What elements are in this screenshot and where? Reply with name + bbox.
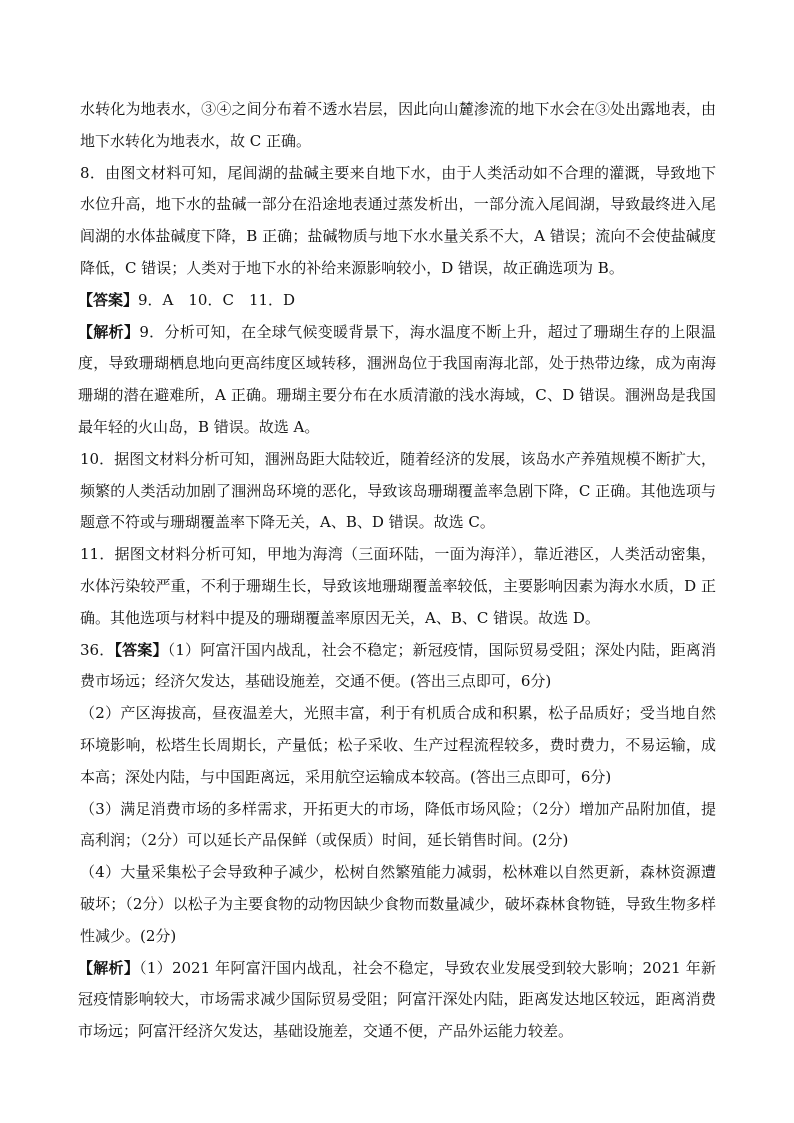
analysis-text: 9．分析可知，在全球气候变暖背景下，海水温度不断上升，超过了珊瑚生存的上限温度，导致珊瑚栖息地向更高纬度区域转移，涠洲岛位于我国南海北部，处于热带边缘，成为南海珊瑚的潜在避难所，A 正确。珊瑚主要分布在水质清澈的浅水海域，C、D 错误。涠洲岛是我国最年轻的火山岛，B 错误。故选 A。 bbox=[78, 322, 716, 436]
analysis-text: （1）2021 年阿富汗国内战乱，社会不稳定，导致农业发展受到较大影响；2021 年新冠疫情影响较大，市场需求减少国际贸易受阻；阿富汗深处内陆，距离发达地区较远，距离消费市场远；阿富汗经济欠发达，基础设施差，交通不便，产品外运能力较差。 bbox=[78, 958, 716, 1041]
paragraph-q8-analysis: 8．由图文材料可知，尾闾湖的盐碱主要来自地下水，由于人类活动如不合理的灌溉，导致地下水位升高，地下水的盐碱一部分在沿途地表通过蒸发析出，一部分流入尾闾湖，导致最终进入尾闾湖的水体盐碱度下降，B 正确；盐碱物质与地下水水量关系不大，A 错误；流向不会使盐碱度降低，C 错误；人类对于地下水的补给来源影响较小，D 错误，故正确选项为 B。 bbox=[80, 163, 716, 277]
paragraph-analysis-9 bbox=[78, 317, 716, 444]
analysis-tag: 【解析】 bbox=[78, 958, 140, 977]
analysis-tag: 【解析】 bbox=[78, 322, 140, 341]
answer-text: （1）阿富汗国内战乱，社会不稳定；新冠疫情，国际贸易受阻；深处内陆，距离消费市场远；经济欠发达，基础设施差，交通不便。(答出三点即可，6分) bbox=[80, 640, 716, 691]
paragraph-q36-part2: （2）产区海拔高，昼夜温差大，光照丰富，利于有机质合成和积累，松子品质好；受当地自然环境影响，松塔生长周期长，产量低；松子采收、生产过程流程较多，费时费力，不易运输，成本高；深处内陆，与中国距离远，采用航空运输成本较高。(答出三点即可，6分) bbox=[80, 704, 716, 786]
paragraph-q7-continued: 水转化为地表水，③④之间分布着不透水岩层，因此向山麓渗流的地下水会在③处出露地表，由地下水转化为地表水，故 C 正确。 bbox=[80, 100, 716, 150]
question-number: 36． bbox=[80, 640, 115, 659]
paragraph-q36-answer bbox=[80, 635, 716, 699]
answer-text: 9．A 10．C 11．D bbox=[138, 290, 296, 309]
paragraph-answer-9-11 bbox=[78, 285, 716, 317]
answer-tag: 【答案】 bbox=[114, 640, 168, 659]
answer-tag: 【答案】 bbox=[78, 290, 139, 309]
paragraph-analysis-10: 10．据图文材料分析可知，涠洲岛距大陆较近，随着经济的发展，该岛水产养殖规模不断扩大，频繁的人类活动加剧了涠洲岛环境的恶化，导致该岛珊瑚覆盖率急剧下降，C 正确。其他选项与题意不符或与珊瑚覆盖率下降无关，A、B、D 错误。故选 C。 bbox=[80, 449, 716, 532]
paragraph-q36-part3: （3）满足消费市场的多样需求，开拓更大的市场，降低市场风险；（2分）增加产品附加值，提高利润；（2分）可以延长产品保鲜（或保质）时间，延长销售时间。(2分) bbox=[80, 799, 716, 850]
paragraph-q36-analysis bbox=[78, 953, 716, 1048]
paragraph-analysis-11: 11．据图文材料分析可知，甲地为海湾（三面环陆，一面为海洋），靠近港区，人类活动密集，水体污染较严重，不利于珊瑚生长，导致该地珊瑚覆盖率较低，主要影响因素为海水水质，D 正确。其他选项与材料中提及的珊瑚覆盖率原因无关，A、B、C 错误。故选 D。 bbox=[80, 545, 716, 627]
paragraph-q36-part4: （4）大量采集松子会导致种子减少，松树自然繁殖能力减弱，松林难以自然更新，森林资源遭破坏；（2分）以松子为主要食物的动物因缺少食物而数量减少，破坏森林食物链，导致生物多样性减少。(2分) bbox=[80, 863, 716, 945]
